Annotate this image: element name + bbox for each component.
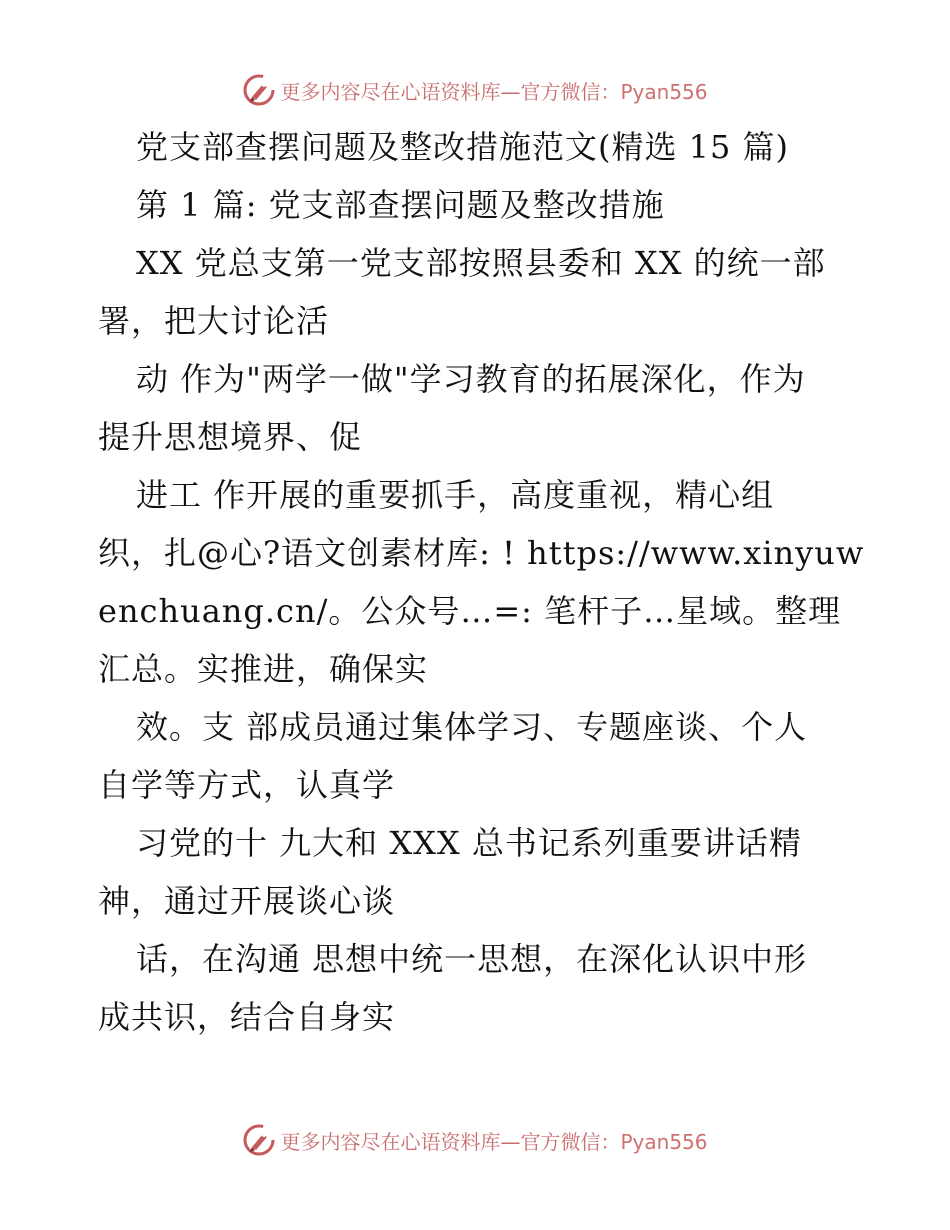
footer-banner xyxy=(0,1120,950,1160)
body-line: 自学等方式，认真学 xyxy=(98,766,396,804)
body-line: 成共识，结合自身实 xyxy=(98,998,396,1036)
header-banner-text xyxy=(280,76,707,105)
header-banner xyxy=(0,70,950,110)
body-line: 习党的十 九大和 XXX 总书记系列重要讲话精 xyxy=(136,824,802,862)
pen-logo-icon xyxy=(242,73,276,107)
body-line: 提升思想境界、促 xyxy=(98,418,363,456)
body-line: enchuang.cn/。公众号…=: 笔杆子…星域。整理 xyxy=(98,592,842,630)
header-banner-label: 更多内容尽在心语资料库—官方微信： xyxy=(280,79,621,104)
header-wechat-id: Pyan556 xyxy=(620,79,708,104)
footer-banner-label: 更多内容尽在心语资料库—官方微信： xyxy=(280,1129,621,1154)
pen-logo-icon xyxy=(242,1123,276,1157)
document-body xyxy=(98,118,888,1046)
body-line: 效。支 部成员通过集体学习、专题座谈、个人 xyxy=(136,708,808,746)
body-line: 话，在沟通 思想中统一思想，在深化认识中形 xyxy=(136,940,808,978)
body-line: 织，扎@心?语文创素材库: ! https://www.xinyuw xyxy=(98,534,865,572)
body-line: 署，把大讨论活 xyxy=(98,302,330,340)
body-line: 神，通过开展谈心谈 xyxy=(98,882,396,920)
section-heading: 第 1 篇: 党支部查摆问题及整改措施 xyxy=(136,186,665,224)
body-line: 进工 作开展的重要抓手，高度重视，精心组 xyxy=(136,476,775,514)
body-line: 动 作为"两学一做"学习教育的拓展深化，作为 xyxy=(136,360,806,398)
body-line: 汇总。实推进，确保实 xyxy=(98,650,429,688)
footer-banner-text xyxy=(280,1126,707,1155)
document-title: 党支部查摆问题及整改措施范文(精选 15 篇) xyxy=(136,128,790,166)
body-line: XX 党总支第一党支部按照县委和 XX 的统一部 xyxy=(136,244,826,282)
footer-wechat-id: Pyan556 xyxy=(620,1129,708,1154)
